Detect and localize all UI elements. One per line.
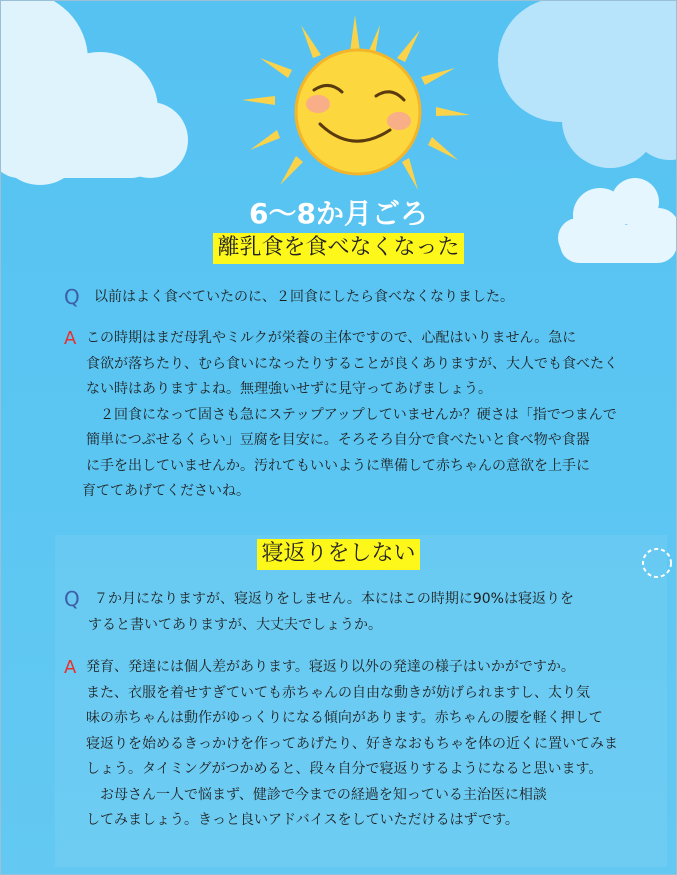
section-heading-wrap (0, 233, 677, 264)
a-mark: A (64, 657, 77, 678)
question-text: ７か月になりますが、寝返りをしません。本にはこの時期に90%は寝返りを すると書いてありますが、大丈夫でしょうか。 (88, 591, 574, 633)
section-heading: 寝返りをしない (257, 539, 419, 570)
a-mark: A (64, 328, 77, 349)
answer-block (64, 326, 644, 505)
cloud-icon (498, 0, 677, 168)
question-block (64, 587, 644, 638)
question-block (64, 285, 624, 311)
q-mark: Q (64, 285, 80, 309)
section-heading-wrap (0, 539, 677, 570)
section-heading: 離乳食を食べなくなった (213, 233, 463, 264)
answer-text: この時期はまだ母乳やミルクが栄養の主体ですので、心配はいりません。急に 食欲が落ちたり、むら食いになったりすることが良くありますが、大人でも食べたく ない時はありますよね。無理強いせずに見守ってあげましょう。 ２回食になって固さも急にステップアップしていませんか？硬さは「指でつまんで 簡単につぶせるくらい」豆腐を目安に。そろそろ自分で食べたいと食べ物や食器 に手を出していませんか。汚れてもいいように準備して赤ちゃんの意欲を上手に 育ててあげてくださいね。 (82, 330, 618, 499)
answer-block (64, 655, 654, 834)
page-title: 6〜8か月ごろ (249, 197, 428, 230)
cloud-icon (0, 0, 188, 185)
q-mark: Q (64, 587, 80, 611)
sun-icon (242, 15, 470, 190)
answer-text: 発育、発達には個人差があります。寝返り以外の発達の様子はいかがですか。 また、衣服を着せすぎていても赤ちゃんの自由な動きが妨げられますし、太り気 味の赤ちゃんは動作がゆっくりになる傾向があります。赤ちゃんの腰を軽く押して 寝返りを始めるきっかけを作ってあげたり、好きなおもちゃを体の近くに置いてみま しょう。タイミングがつかめると、段々自分で寝返りするようになると思います。 お母さん一人で悩まず、健診で今までの経過を知っている主治医に相談 してみましょう。きっと良いアドバイスをしていただけるはずです。 (86, 659, 618, 828)
question-text: 以前はよく食べていたのに、２回食にしたら食べなくなりました。 (94, 289, 514, 305)
